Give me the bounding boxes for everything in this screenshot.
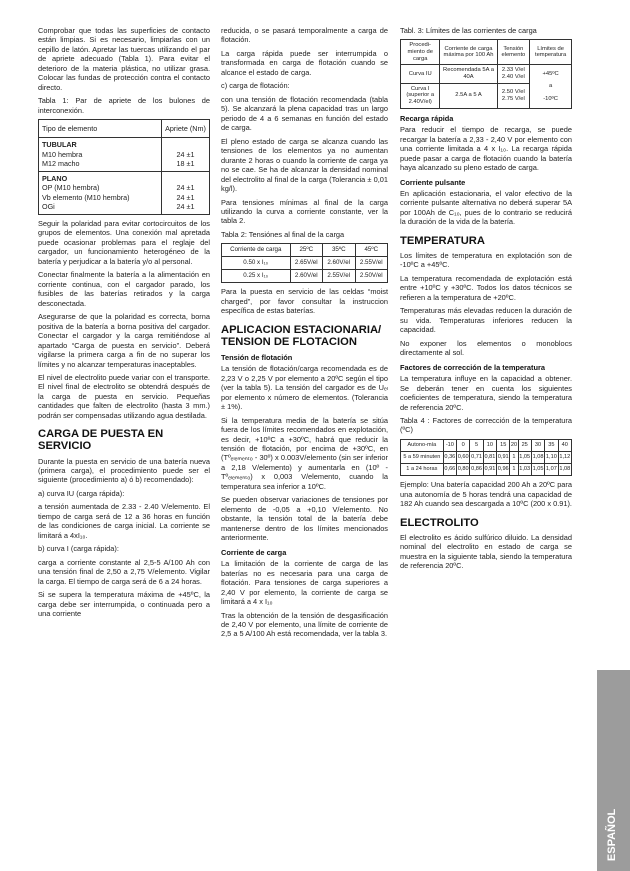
table-header: Corriente de carga [222,244,291,257]
voltage-value: 2.75 V/el [501,95,525,102]
torque-table [38,119,210,215]
column-right [400,26,572,575]
row-label: Vb elemento (M10 hembra) [42,192,130,202]
paragraph: El pleno estado de carga se alcanza cuando las tensiones de los elementos ya no aumentan durante 2 horas o cuando la corriente de carga ya no se cae. Se ha de alcanzar la densidad nominal del electrolito al final de la carga (Tolerancia ± 0,01 kg/l). [221,136,388,194]
table-cell: 1,07 [545,464,558,476]
row-value: 24 ±1 [176,192,195,202]
table-cell: 2.60V/el [290,270,322,283]
table-header: Apriete (Nm) [162,120,210,138]
table-cell: 1,05 [518,452,531,464]
table-cell: 1 [510,452,518,464]
table-cell: 2.65V/el [290,257,322,270]
table-header: Tipo de elemento [39,120,162,138]
table-header: 35ºC [323,244,355,257]
paragraph: Para reducir el tiempo de recarga, se puede recargar la batería a 2,33 - 2,40 V por elemento con una corriente limitada a 4 x I₁₀. La recarga rápida puede pasar a carga de flotación cuando la batería haya alcanzado su pleno estado de carga. [400,125,572,173]
table-cell: 0.25 x I₁₀ [222,270,291,283]
paragraph: Seguir la polaridad para evitar cortocircuitos de los grupos de elementos. Una conexión mal apretada puede ocasionar problemas para el reglaje del cargador, un funcionamiento heterogéneo de la batería y perjudicar a la batería y/o al personal. [38,218,210,266]
table-header: Procedi-miento de carga [401,40,440,65]
end-charge-voltage-table [221,243,388,283]
row-value: 24 ±1 [176,183,195,193]
paragraph: con una tensión de flotación recomendada (tabla 5). Se alcanzará la plena capacidad tras un largo periodo de 4 a 6 semanas en función del estado de carga. [221,94,388,133]
row-value: 24 ±1 [176,201,195,211]
row-label: M12 macho [42,158,80,168]
paragraph: El nivel de electrolito puede variar con el transporte. El nivel final de electrolito se obtendrá después de la carga de puesta en servicio. Pequeñas cantidades que falten de electrolito (hasta 3 mm.) podrán ser compensadas utilizando agua destilada. [38,373,210,420]
temperature-limits-cell [530,65,572,108]
section-heading: CARGA DE PUESTA EN SERVICIO [38,428,164,453]
table-cell: 2.55V/el [355,257,388,270]
table-cell: 2.60V/el [323,257,355,270]
paragraph: Se pueden observar variaciones de tensiones por elemento de -0,05 a +0,10 V/elemento. No obstante, la tensión total de la batería debe mantenerse dentro de los límites mencionados anteriormente. [221,495,388,543]
table-header: 15 [497,439,510,451]
paragraph: reducida, o se pasará temporalmente a carga de flotación. [221,26,388,45]
table-cell: 1,03 [518,464,531,476]
table-cell: 0,80 [457,464,470,476]
table3-caption: Tabl. 3: Límites de las corrientes de carga [400,26,537,35]
subsection-heading: Recarga rápida [400,113,454,123]
row-label: OGi [42,201,55,211]
language-side-tab [597,670,630,871]
paragraph: En aplicación estacionaria, el valor efectivo de la corriente pulsante alternativa no deberá superar 5A por 100Ah de C₁₀, pues de lo contrario se reducirá la duración de la vida de la batería. [400,189,572,227]
table-cell: 1,05 [531,464,544,476]
table2-caption: Tabla 2: Tensiónes al final de la carga [221,229,345,239]
table-header: Autono-mía [401,439,444,451]
section-heading: APLICACION ESTACIONARIA/ TENSION DE FLOTACION [221,323,382,348]
temperature-correction-table [400,439,572,476]
table-header: 35 [545,439,558,451]
subsection-heading: Factores de corrección de la temperatura [400,362,545,372]
table-cell: 0,91 [483,464,496,476]
table-cell: Curva I (superior a 2.40V/el) [401,83,440,108]
paragraph: Temperaturas más elevadas reducen la duración de su vida. Temperaturas inferiores reducen la capacidad. [400,306,572,335]
subsection-heading: Tensión de flotación [221,352,293,362]
subsection-heading: Corriente pulsante [400,177,466,187]
table-header: 45ºC [355,244,388,257]
table-cell: 1,10 [545,452,558,464]
paragraph: a) curva IU (carga rápida): [38,488,125,498]
table-cell: 1,12 [558,452,571,464]
paragraph: b) curva I (carga rápida): [38,544,119,554]
paragraph: Los límites de temperatura en explotación son de -10ºC a +45ºC. [400,250,572,270]
table-header: 25ºC [290,244,322,257]
section-heading: ELECTROLITO [400,516,479,529]
table-header: 5 [470,439,483,451]
table-cell [497,65,530,83]
table-cell: 0,81 [483,452,496,464]
section-heading: TEMPERATURA [400,234,485,247]
paragraph: La carga rápida puede ser interrumpida o transformada en carga de flotación cuando se alcance el estado de carga. [221,48,388,77]
temp-upper: +45ºC [542,70,559,77]
table-header: 40 [558,439,571,451]
table-cell: Recomendada 5A a 40A [440,65,497,83]
group-title: TUBULAR [42,140,77,150]
voltage-value: 2.33 V/el [501,67,525,74]
subsection-heading: Corriente de carga [221,547,287,557]
paragraph: La tensión de flotación/carga recomendada es de 2,23 V o 2,25 V por elemento a 20ºC según el tipo (ver la tabla 5). La tensión del cargador es de Uₑₗ por elemento x número de elementos. (Tolerancia ± 1%). [221,364,388,412]
paragraph: El electrolito es ácido sulfúrico diluido. La densidad nominal del electrolito en estado de carga se muestra en la siguiente tabla, siendo la temperatura de referencia 20ºC. [400,532,572,571]
column-middle [221,26,388,643]
table-group-values [162,138,210,172]
table-cell: 0,86 [470,464,483,476]
paragraph: La temperatura influye en la capacidad a obtener. Se deberán tener en cuenta los siguientes coeficientes de temperatura, siendo la temperatura de referencia 20ºC. [400,374,572,412]
table4-caption: Tabla 4 : Factores de corrección de la temperatura (ºC) [400,416,572,435]
paragraph: Ejemplo: Una batería capacidad 200 Ah a 20ºC para una autonomía de 5 horas tendrá una capacidad de 182 Ah cuando sea descargada a 10ºC (200 x 0.91). [400,480,572,509]
paragraph: Para tensiones mínimas al final de la carga utilizando la curva a corriente constante, ver la tabla 2. [221,197,388,226]
table-cell: 0,60 [457,452,470,464]
paragraph: Conectar finalmente la batería a la alimentación en corriente continua, con el cargador parado, los fusibles de las baterías retirados y la carga desconectada. [38,270,210,308]
table-cell: 0,66 [443,464,456,476]
paragraph: Asegurarse de que la polaridad es correcta, borna positiva de la batería a borna positiva del cargador. Conectar el cargador y la carga remitiéndose al apartado “Carga de puesta en servicio”. Deberá vigilarse la primera carga a fin de no superar los límites y no alcanzar temperaturas inaceptables. [38,312,210,369]
table-cell: 2.55V/el [323,270,355,283]
paragraph: No exponer los elementos o monoblocs directamente al sol. [400,338,572,358]
table-cell [497,83,530,108]
table-cell: 0,96 [497,464,510,476]
paragraph: Durante la puesta en servicio de una batería nueva (primera carga), el procedimiento puede ser el siguiente (procedimiento a) ó b) recomendado): [38,456,210,485]
paragraph: Para la puesta en servicio de las celdas “moist charged”, por favor consultar la instruccion específica de estas baterías. [221,287,388,316]
table-cell: 2.5A a 5 A [440,83,497,108]
table-header: 10 [483,439,496,451]
table1-caption: Tabla 1: Par de apriete de los bulones de interconexión. [38,96,210,115]
table-cell: 5 a 59 minuten [401,452,444,464]
column-left [38,26,210,623]
temp-separator: a [548,83,553,90]
row-label: OP (M10 hembra) [42,183,100,193]
row-value: 24 ±1 [176,149,195,159]
row-value: 18 ±1 [176,158,195,168]
table-header: 20 [510,439,518,451]
paragraph: Comprobar que todas las superficies de contacto están limpias. Si es necesario, limpiarlas con un cepillo de latón. Apretar las tuercas utilizando el par de apriete adecuado (Tabla 1). Para evitar el deterioro de la materia plástica, no utilizar grasa. Colocar las fundas de protección contra el contacto directo. [38,26,210,92]
table-group-cell [39,172,162,215]
table-cell: 0,91 [497,452,510,464]
table-cell: 2.50V/el [355,270,388,283]
voltage-value: 2.40 V/el [501,74,525,81]
language-label: ESPAÑOL [605,808,618,861]
table-header: 0 [457,439,470,451]
paragraph: carga a corriente constante al 2,5-5 A/100 Ah con una tensión final de 2,50 a 2,75 V/elemento. Vigilar la carga. El tiempo de carga será de 6 a 24 horas. [38,557,210,586]
row-label: M10 hembra [42,149,83,159]
table-header: -10 [443,439,456,451]
table-cell: 1,08 [531,452,544,464]
paragraph: Si se supera la temperatura máxima de +45ºC, la carga debe ser interrumpida, o continuada pero a una corriente [38,590,210,619]
paragraph: La temperatura recomendada de explotación está entre +10ºC y +30ºC. Todos los datos técnicos se refieren a la temperatura de +20ºC. [400,273,572,302]
table-header: 30 [531,439,544,451]
table-header: 25 [518,439,531,451]
table-cell: 1,08 [558,464,571,476]
table-cell: 0.50 x I₁₀ [222,257,291,270]
charge-current-limits-table [400,39,572,108]
table-header: Límites de temperatura [530,40,572,65]
temp-lower: -10ºC [543,95,558,102]
paragraph: Si la temperatura media de la batería se sitúa fuera de los límites recomendados en explotación, es decir, +10ºC a +30ºC, habrá que reducir la tensión de flotación, por encima de +30ºC, en (Tºₑₗₑₘₑₙₜₒ - 30º) x 0.003V/elemento (sin ser inferior a 2,18 V/elemento) y aumentarla en (10º - Tºₑₗₑₘₑₙₜₒ) x 0,003 V/elemento, cuando la temperatura sea inferior a 10ºC. [221,415,388,491]
table-cell: 0,71 [470,452,483,464]
voltage-value: 2.50 V/el [501,89,525,96]
paragraph: c) carga de flotación: [221,81,290,91]
group-title: PLANO [42,174,68,184]
paragraph: La limitación de la corriente de carga de las baterías no es necesaria para una carga de flotación. Para tensiones de carga superiores a 2,40 V por elemento, la corriente de carga se limitará a 4 x I₁₀ [221,559,388,607]
table-header: Tensión elemento [497,40,530,65]
table-cell: Curva IU [401,65,440,83]
table-cell: 1 [510,464,518,476]
paragraph: Tras la obtención de la tensión de desgasificación de 2,40 V por elemento, una límite de corriente de 2,5 a 5 A/100 Ah está recomendada, ver la tabla 3. [221,610,388,639]
paragraph: a tensión aumentada de 2.33 - 2.40 V/elemento. El tiempo de carga será de 12 a 36 horas en función de las condiciones de carga inicial. La corriente se limitará a 4xI₁₀. [38,502,210,540]
table-cell: 0,36 [443,452,456,464]
table-group-values [162,172,210,215]
table-group-cell [39,138,162,172]
table-header: Corriente de carga máxima por 100 Ah [440,40,497,65]
table-cell: 1 a 24 horas [401,464,444,476]
